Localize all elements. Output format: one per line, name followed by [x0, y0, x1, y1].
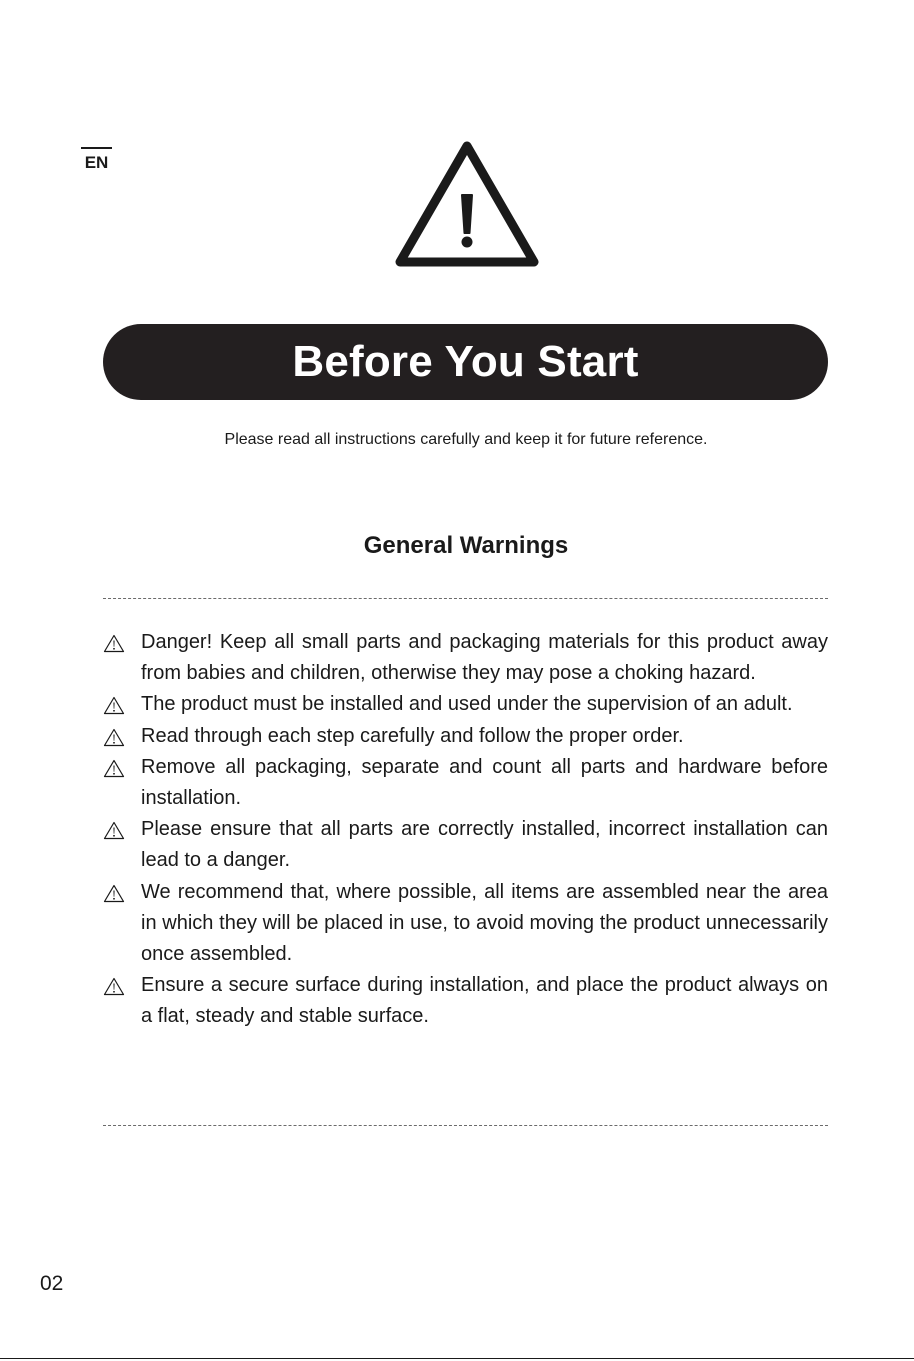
warning-item [103, 814, 828, 876]
warning-item [103, 689, 828, 720]
divider-top [103, 598, 828, 599]
warning-item [103, 877, 828, 971]
warning-text: Read through each step carefully and follow the proper order. [141, 724, 684, 747]
warning-triangle-icon [392, 138, 542, 270]
page-number: 02 [40, 1272, 64, 1295]
warning-text: The product must be installed and used under the supervision of an adult. [141, 693, 793, 716]
section-title: General Warnings [363, 532, 569, 559]
warning-triangle-icon [103, 634, 125, 653]
warning-triangle-icon [103, 821, 125, 840]
warning-text: Ensure a secure surface during installation, and place the product always on a flat, steady and stable surface. [141, 974, 828, 1028]
language-tag: EN [81, 147, 112, 171]
divider-bottom [103, 1125, 828, 1126]
warning-text: We recommend that, where possible, all items are assembled near the area in which they will be placed in use, to avoid moving the product unnecessarily once assembled. [141, 880, 828, 966]
warning-text: Please ensure that all parts are correctly installed, incorrect installation can lead to a danger. [141, 818, 828, 872]
warning-text: Danger! Keep all small parts and packaging materials for this product away from babies and children, otherwise they may pose a choking hazard. [141, 631, 828, 685]
warning-triangle-icon [103, 728, 125, 747]
intro-text: Please read all instructions carefully and keep it for future reference. [224, 431, 708, 448]
warning-item [103, 970, 828, 1032]
warning-triangle-icon [103, 696, 125, 715]
warning-triangle-icon [103, 884, 125, 903]
title-banner [103, 324, 828, 400]
warning-triangle-icon [103, 977, 125, 996]
warning-triangle-icon [103, 759, 125, 778]
warning-item [103, 721, 828, 752]
warning-text: Remove all packaging, separate and count all parts and hardware before installation. [141, 755, 828, 810]
page-edge-rule [0, 1358, 914, 1359]
page-title: Before You Start [292, 337, 639, 386]
warning-item [103, 752, 828, 814]
warning-item [103, 627, 828, 689]
warnings-list [103, 627, 828, 1033]
